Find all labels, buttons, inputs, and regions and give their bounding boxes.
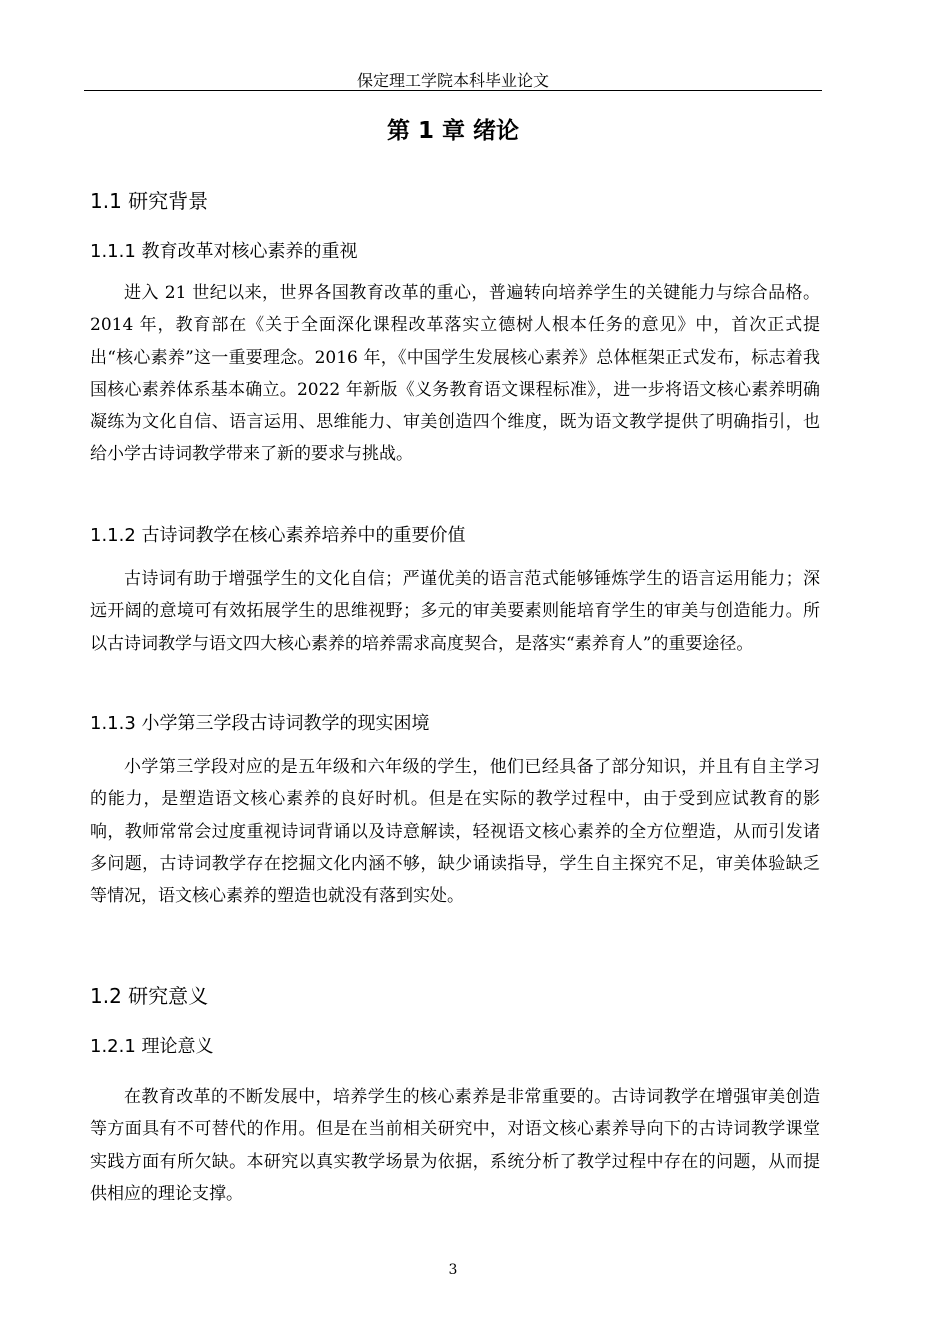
paragraph-1-1-3: 小学第三学段对应的是五年级和六年级的学生，他们已经具备了部分知识，并且有自主学习的能力，是塑造语文核心素养的良好时机。但是在实际的教学过程中，由于受到应试教育的影响，教师常常会过度重视诗词背诵以及诗意解读，轻视语文核心素养的全方位塑造，从而引发诸多问题，古诗词教学存在挖掘文化内涵不够，缺少诵读指导，学生自主探究不足，审美体验缺乏等情况，语文核心素养的塑造也就没有落到实处。 bbox=[90, 757, 820, 907]
chapter-title: 第 1 章 绪论 bbox=[386, 118, 520, 144]
header-rule bbox=[84, 90, 822, 91]
paragraph-1-1-1: 进入 21 世纪以来，世界各国教育改革的重心，普遍转向培养学生的关键能力与综合品格。2014 年，教育部在《关于全面深化课程改革落实立德树人根本任务的意见》中，首次正式提出“核心素养”这一重要理念。2016 年，《中国学生发展核心素养》总体框架正式发布，标志着我国核心素养体系基本确立。2022 年新版《义务教育语文课程标准》，进一步将语文核心素养明确凝练为文化自信、语言运用、思维能力、审美创造四个维度，既为语文教学提供了明确指引，也给小学古诗词教学带来了新的要求与挑战。 bbox=[90, 283, 820, 465]
section-heading-1-1: 1.1 研究背景 bbox=[90, 189, 209, 213]
subsection-heading-1-1-3: 1.1.3 小学第三学段古诗词教学的现实困境 bbox=[90, 713, 430, 734]
paragraph-1-2-1: 在教育改革的不断发展中，培养学生的核心素养是非常重要的。古诗词教学在增强审美创造等方面具有不可替代的作用。但是在当前相关研究中，对语文核心素养导向下的古诗词教学课堂实践方面有所欠缺。本研究以真实教学场景为依据，系统分析了教学过程中存在的问题，从而提供相应的理论支撑。 bbox=[90, 1087, 820, 1204]
subsection-heading-1-2-1: 1.2.1 理论意义 bbox=[90, 1036, 214, 1057]
running-header: 保定理工学院本科毕业论文 bbox=[356, 71, 549, 90]
page-number: 3 bbox=[448, 1262, 458, 1278]
subsection-heading-1-1-2: 1.1.2 古诗词教学在核心素养培养中的重要价值 bbox=[90, 525, 466, 546]
subsection-heading-1-1-1: 1.1.1 教育改革对核心素养的重视 bbox=[90, 241, 358, 262]
section-heading-1-2: 1.2 研究意义 bbox=[90, 984, 209, 1008]
paragraph-1-1-2: 古诗词有助于增强学生的文化自信；严谨优美的语言范式能够锤炼学生的语言运用能力；深远开阔的意境可有效拓展学生的思维视野；多元的审美要素则能培育学生的审美与创造能力。所以古诗词教学与语文四大核心素养的培养需求高度契合，是落实“素养育人”的重要途径。 bbox=[90, 569, 820, 654]
